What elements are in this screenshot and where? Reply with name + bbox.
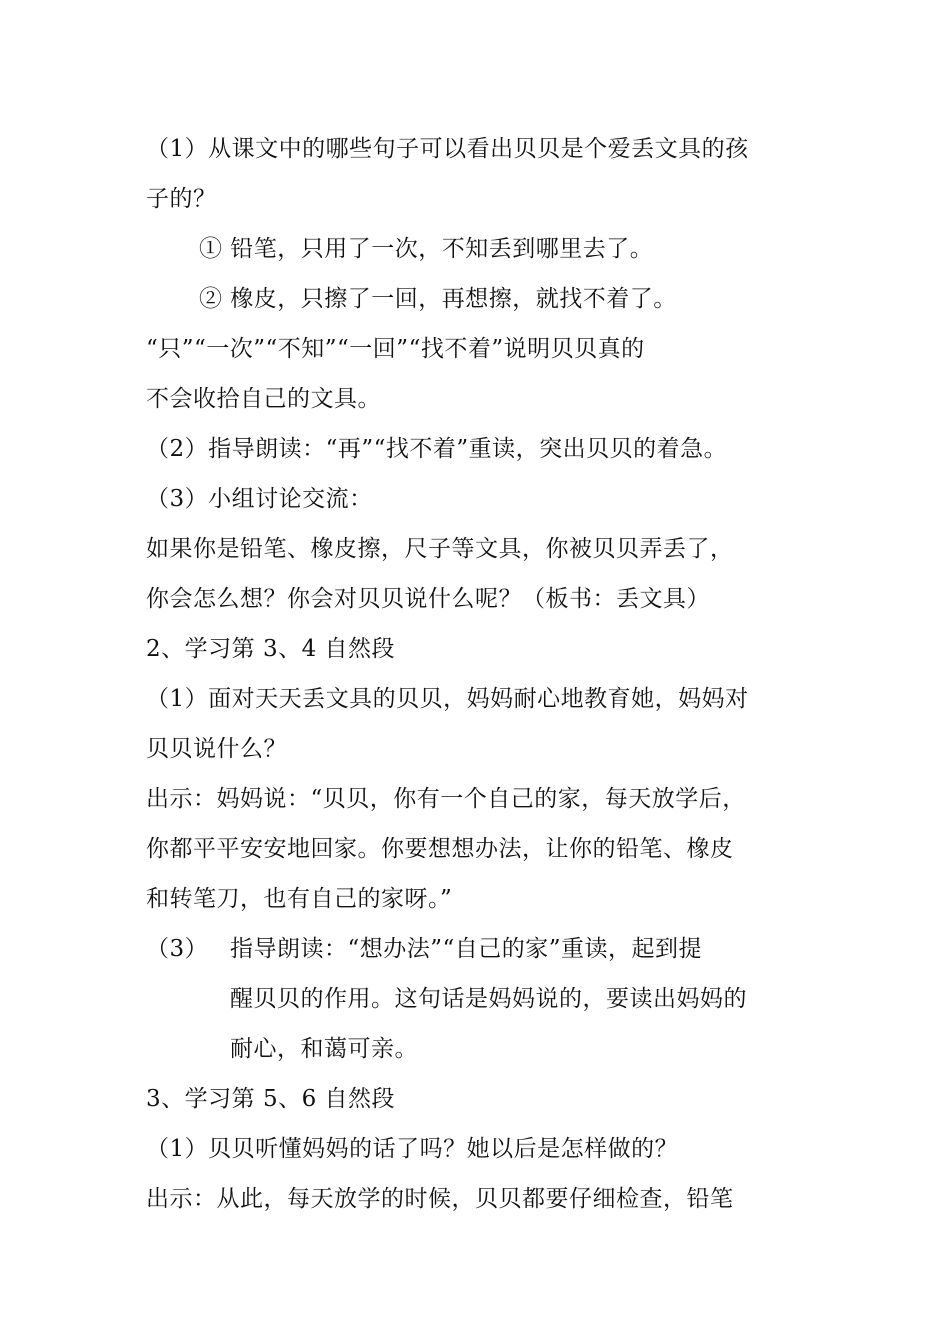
section-3-question-line: （1）贝贝听懂妈妈的话了吗？她以后是怎样做的？ [146, 1136, 679, 1162]
section-3-heading: 3、学习第 5、6 自然段 [146, 1086, 396, 1112]
reading-guide-number: （3） [146, 936, 209, 962]
quote-mother-line-2: 你都平平安安地回家。你要想想办法，让你的铅笔、橡皮 [146, 836, 734, 862]
question-1-line-1: （1）从课文中的哪些句子可以看出贝贝是个爱丢文具的孩 [146, 136, 749, 162]
quote-item-1: ① 铅笔，只用了一次，不知丢到哪里去了。 [199, 236, 654, 262]
quote-item-2: ② 橡皮，只擦了一回，再想擦，就找不着了。 [199, 286, 677, 312]
section-2-heading: 2、学习第 3、4 自然段 [146, 636, 396, 662]
quote-mother-line-1: 出示：妈妈说：“贝贝，你有一个自己的家，每天放学后， [146, 786, 746, 812]
reading-guide-line-2: 醒贝贝的作用。这句话是妈妈说的，要读出妈妈的 [230, 986, 747, 1012]
section-2-question-line-2: 贝贝说什么？ [146, 736, 287, 762]
reading-guide-line-1: 指导朗读：“想办法”“自己的家”重读，起到提 [230, 936, 703, 962]
section-2-question-line-1: （1）面对天天丢文具的贝贝，妈妈耐心地教育她，妈妈对 [146, 686, 749, 712]
question-2-line: （2）指导朗读：“再”“找不着”重读，突出贝贝的着急。 [146, 436, 728, 462]
question-3-line: （3）小组讨论交流： [146, 486, 373, 512]
section-3-quote-line: 出示：从此，每天放学的时候，贝贝都要仔细检查，铅笔 [146, 1186, 734, 1212]
quote-mother-line-3: 和转笔刀，也有自己的家呀。” [146, 886, 453, 912]
reading-guide-line-3: 耐心，和蔼可亲。 [230, 1036, 418, 1062]
explanation-line-1: “只”“一次”“不知”“一回”“找不着”说明贝贝真的 [146, 336, 645, 362]
discussion-line-1: 如果你是铅笔、橡皮擦，尺子等文具，你被贝贝弄丢了， [146, 536, 734, 562]
question-1-line-2: 子的？ [146, 186, 217, 212]
explanation-line-2: 不会收拾自己的文具。 [146, 386, 381, 412]
discussion-line-2: 你会怎么想？你会对贝贝说什么呢？（板书：丢文具） [146, 586, 710, 612]
